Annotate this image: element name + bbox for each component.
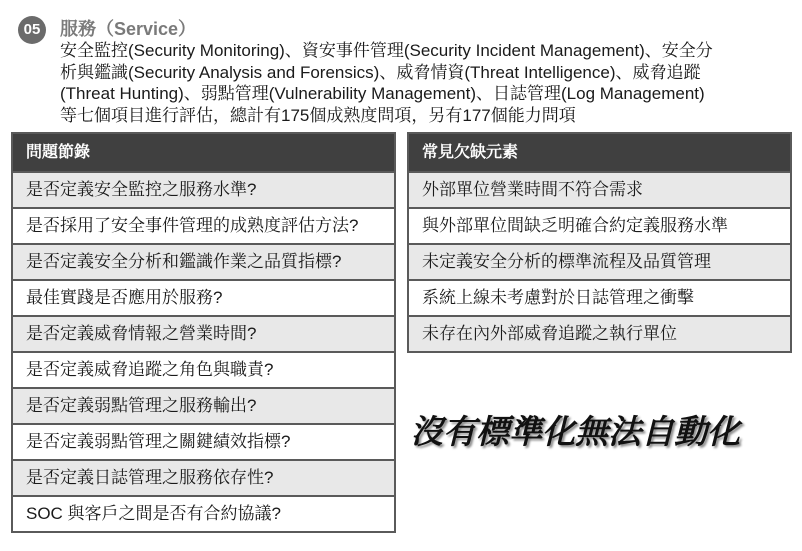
- questions-table-header: 問題節錄: [13, 134, 394, 171]
- table-row: 是否採用了安全事件管理的成熟度評估方法?: [13, 207, 394, 243]
- table-row: 外部單位營業時間不符合需求: [409, 171, 790, 207]
- table-row: SOC 與客戶之間是否有合約協議?: [13, 495, 394, 531]
- table-row: 未存在內外部威脅追蹤之執行單位: [409, 315, 790, 351]
- table-row: 是否定義弱點管理之關鍵績效指標?: [13, 423, 394, 459]
- section-number-badge: 05: [18, 16, 46, 44]
- questions-table: [11, 132, 396, 533]
- table-row: 未定義安全分析的標準流程及品質管理: [409, 243, 790, 279]
- table-row: 最佳實踐是否應用於服務?: [13, 279, 394, 315]
- description-line: (Threat Hunting)、弱點管理(Vulnerability Management)、日誌管理(Log Management): [60, 84, 705, 103]
- description-line: 析與鑑識(Security Analysis and Forensics)、威脅情資(Threat Intelligence)、威脅追蹤: [60, 62, 701, 82]
- table-row: 是否定義安全分析和鑑識作業之品質指標?: [13, 243, 394, 279]
- table-row: 是否定義日誌管理之服務依存性?: [13, 459, 394, 495]
- table-row: 系統上線未考慮對於日誌管理之衝擊: [409, 279, 790, 315]
- table-row: 是否定義威脅情報之營業時間?: [13, 315, 394, 351]
- missing-elements-table-header: 常見欠缺元素: [409, 134, 790, 171]
- slogan-text: 沒有標準化無法自動化: [410, 413, 740, 450]
- section-title: 服務（Service）: [60, 19, 197, 39]
- table-row: 是否定義威脅追蹤之角色與職責?: [13, 351, 394, 387]
- description-line: 等七個項目進行評估，總計有175個成熟度問項，另有177個能力問項: [60, 105, 576, 125]
- table-row: 是否定義弱點管理之服務輸出?: [13, 387, 394, 423]
- missing-elements-table: [407, 132, 792, 353]
- description-line: 安全監控(Security Monitoring)、資安事件管理(Security Incident Management)、安全分: [60, 41, 713, 60]
- table-row: 與外部單位間缺乏明確合約定義服務水準: [409, 207, 790, 243]
- table-row: 是否定義安全監控之服務水準?: [13, 171, 394, 207]
- section-description: [60, 40, 770, 126]
